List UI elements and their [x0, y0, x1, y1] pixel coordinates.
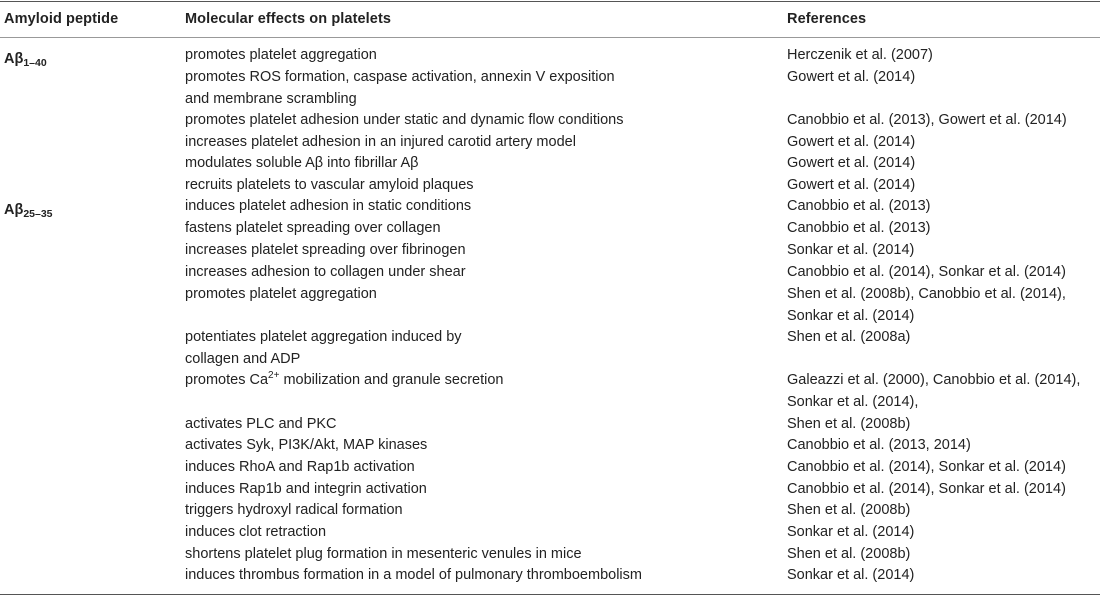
reference-cell: Canobbio et al. (2013)	[787, 198, 931, 214]
effect-cell: promotes $Ca^{2+}$ mobilization and granule secretion	[185, 370, 504, 388]
reference-cell: Gowert et al. (2014)	[787, 134, 916, 150]
effect-cell: activates PLC and PKC	[185, 416, 337, 432]
reference-cell: Sonkar et al. (2014)	[787, 524, 915, 540]
reference-cell: Canobbio et al. (2014), Sonkar et al. (2014)	[787, 459, 1066, 475]
effect-cell: activates Syk, PI3K/Akt, MAP kinases	[185, 437, 428, 453]
effect-cell: increases platelet spreading over fibrinogen	[185, 242, 466, 258]
peptide-abeta-1-40: $A\beta_{1-40}$	[4, 51, 47, 69]
effect-cell: fastens platelet spreading over collagen	[185, 220, 441, 236]
reference-cell: Sonkar et al. (2014)	[787, 567, 915, 583]
header-amyloid-peptide: Amyloid peptide	[4, 11, 119, 27]
reference-cell: Herczenik et al. (2007)	[787, 47, 933, 63]
effect-cell: induces RhoA and Rap1b activation	[185, 459, 415, 475]
reference-cell: Gowert et al. (2014)	[787, 69, 916, 85]
reference-cell: Canobbio et al. (2013, 2014)	[787, 437, 971, 453]
effect-cell: triggers hydroxyl radical formation	[185, 502, 403, 518]
reference-cell: Shen et al. (2008b), Canobbio et al. (2014), Sonkar et al. (2014)	[787, 286, 1066, 324]
effect-cell: promotes platelet aggregation	[185, 286, 377, 302]
reference-cell: Sonkar et al. (2014)	[787, 242, 915, 258]
reference-cell: Gowert et al. (2014)	[787, 155, 916, 171]
effect-cell: shortens platelet plug formation in mesenteric venules in mice	[185, 546, 582, 562]
effect-cell: potentiates platelet aggregation induced by collagen and ADP	[185, 329, 462, 367]
reference-cell: Shen et al. (2008b)	[787, 502, 911, 518]
table-header-rule	[0, 37, 1100, 38]
effect-cell: modulates soluble Aβ into fibrillar Aβ	[185, 155, 419, 171]
reference-cell: Galeazzi et al. (2000), Canobbio et al. (2014), Sonkar et al. (2014),	[787, 372, 1081, 410]
reference-cell: Canobbio et al. (2014), Sonkar et al. (2014)	[787, 481, 1066, 497]
effect-cell: induces Rap1b and integrin activation	[185, 481, 427, 497]
reference-cell: Gowert et al. (2014)	[787, 177, 916, 193]
effect-cell: induces clot retraction	[185, 524, 327, 540]
effect-cell: promotes ROS formation, caspase activation, annexin V exposition and membrane scrambling	[185, 69, 615, 107]
header-molecular-effects: Molecular effects on platelets	[185, 11, 392, 27]
effect-cell: increases adhesion to collagen under shear	[185, 264, 466, 280]
reference-cell: Canobbio et al. (2014), Sonkar et al. (2014)	[787, 264, 1066, 280]
effect-cell: promotes platelet aggregation	[185, 47, 377, 63]
reference-cell: Canobbio et al. (2013)	[787, 220, 931, 236]
reference-cell: Shen et al. (2008b)	[787, 416, 911, 432]
effect-cell: induces platelet adhesion in static conditions	[185, 198, 472, 214]
header-references: References	[787, 11, 867, 27]
effect-cell: promotes platelet adhesion under static and dynamic flow conditions	[185, 112, 624, 128]
effect-cell: recruits platelets to vascular amyloid plaques	[185, 177, 474, 193]
reference-cell: Shen et al. (2008b)	[787, 546, 911, 562]
reference-cell: Shen et al. (2008a)	[787, 329, 911, 345]
peptide-abeta-25-35: $A\beta_{25-35}$	[4, 202, 53, 220]
effect-cell: induces thrombus formation in a model of pulmonary thromboembolism	[185, 567, 642, 583]
table-top-rule	[0, 1, 1100, 2]
effect-cell: increases platelet adhesion in an injured carotid artery model	[185, 134, 576, 150]
reference-cell: Canobbio et al. (2013), Gowert et al. (2014)	[787, 112, 1067, 128]
table-bottom-rule	[0, 594, 1100, 595]
